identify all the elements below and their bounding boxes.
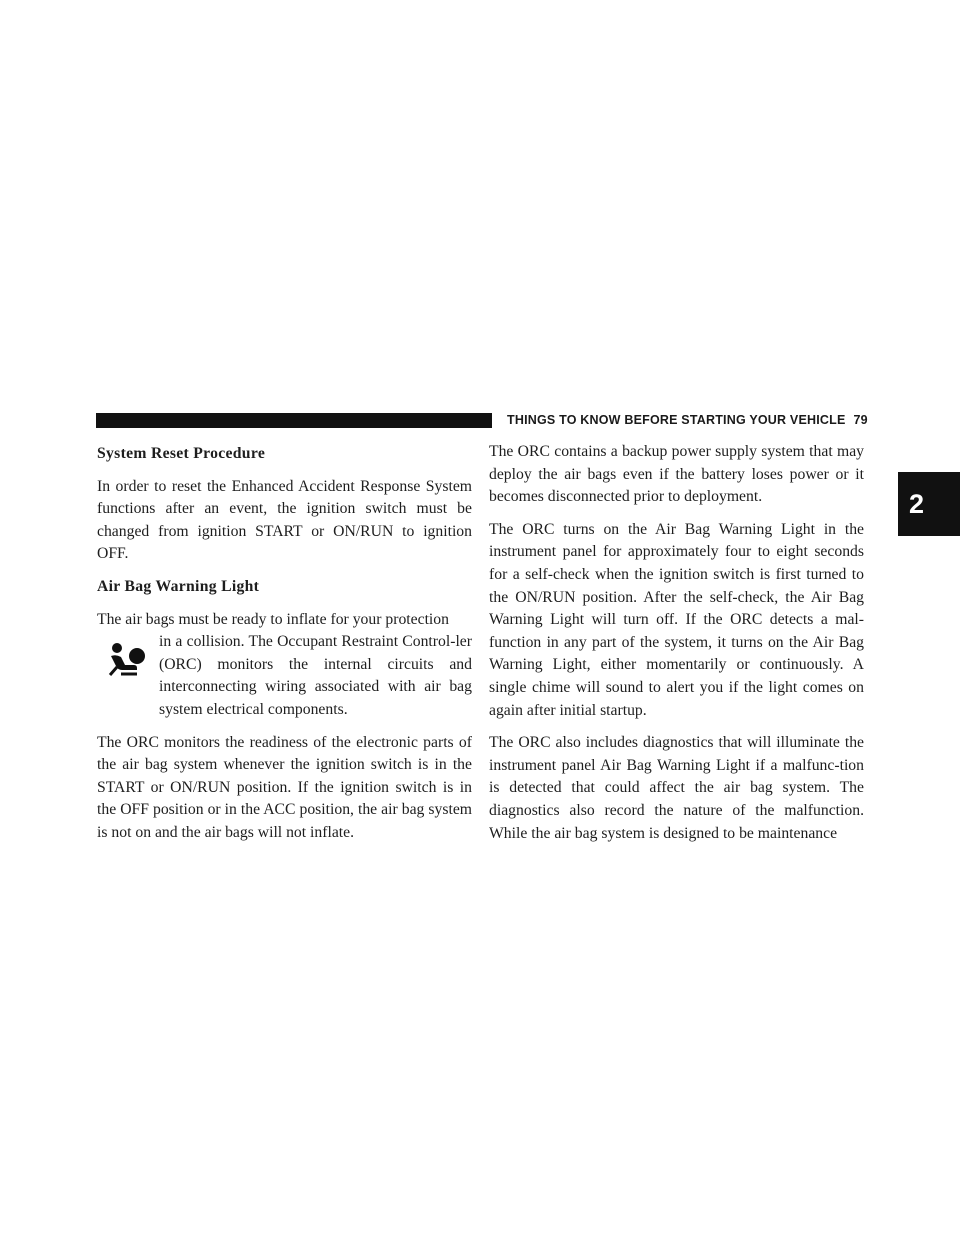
- right-column: [489, 441, 864, 855]
- left-column: [97, 441, 472, 855]
- running-header: [507, 410, 867, 430]
- airbag-warning-icon: [97, 631, 159, 703]
- paragraph-backup-power: The ORC contains a backup power supply system that may deploy the air bags even if the battery loses power or it becomes disconnected prior to deployment.: [489, 443, 864, 506]
- page-number: 79: [853, 413, 868, 427]
- paragraph-diagnostics: The ORC also includes diagnostics that will illuminate the instrument panel Air Bag Warning Light if a malfunc-tion is detected that could affect the air bag system. The diagnostics also record the nature of the malfunction. While the air bag system is designed to be maintenance: [489, 734, 864, 842]
- paragraph-self-check: The ORC turns on the Air Bag Warning Light in the instrument panel for approximately four to eight seconds for a self-check when the ignition switch is first turned to the ON/RUN position. After the self-check, the Air Bag Warning Light will turn off. If the ORC detects a mal-function in any part of the system, it turns on the Air Bag Warning Light, either momentarily or continuously. A single chime will sound to alert you if the light comes on again after initial startup.: [489, 520, 864, 719]
- chapter-tab: 2: [898, 472, 960, 536]
- paragraph-orc-monitors-wiring: in a collision. The Occupant Restraint Control-ler (ORC) monitors the internal circuits and interconnecting wiring associated with air bag system electrical components.: [159, 633, 472, 718]
- paragraph-inflate-intro: The air bags must be ready to inflate for your protection: [97, 610, 449, 628]
- paragraph-reset-procedure: In order to reset the Enhanced Accident Response System functions after an event, the ignition switch must be changed from ignition START or ON/RUN to ignition OFF.: [97, 477, 472, 563]
- heading-air-bag-warning-light: Air Bag Warning Light: [97, 577, 260, 595]
- heading-system-reset: System Reset Procedure: [97, 445, 266, 462]
- header-title: THINGS TO KNOW BEFORE STARTING YOUR VEHICLE: [507, 413, 846, 427]
- paragraph-orc-readiness: The ORC monitors the readiness of the electronic parts of the air bag system whenever the ignition switch is in the START or ON/RUN position. If the ignition switch is in the OFF position or in the ACC position, the air bag system is not on and the air bags will not inflate.: [97, 733, 472, 841]
- header-bar: [96, 413, 492, 428]
